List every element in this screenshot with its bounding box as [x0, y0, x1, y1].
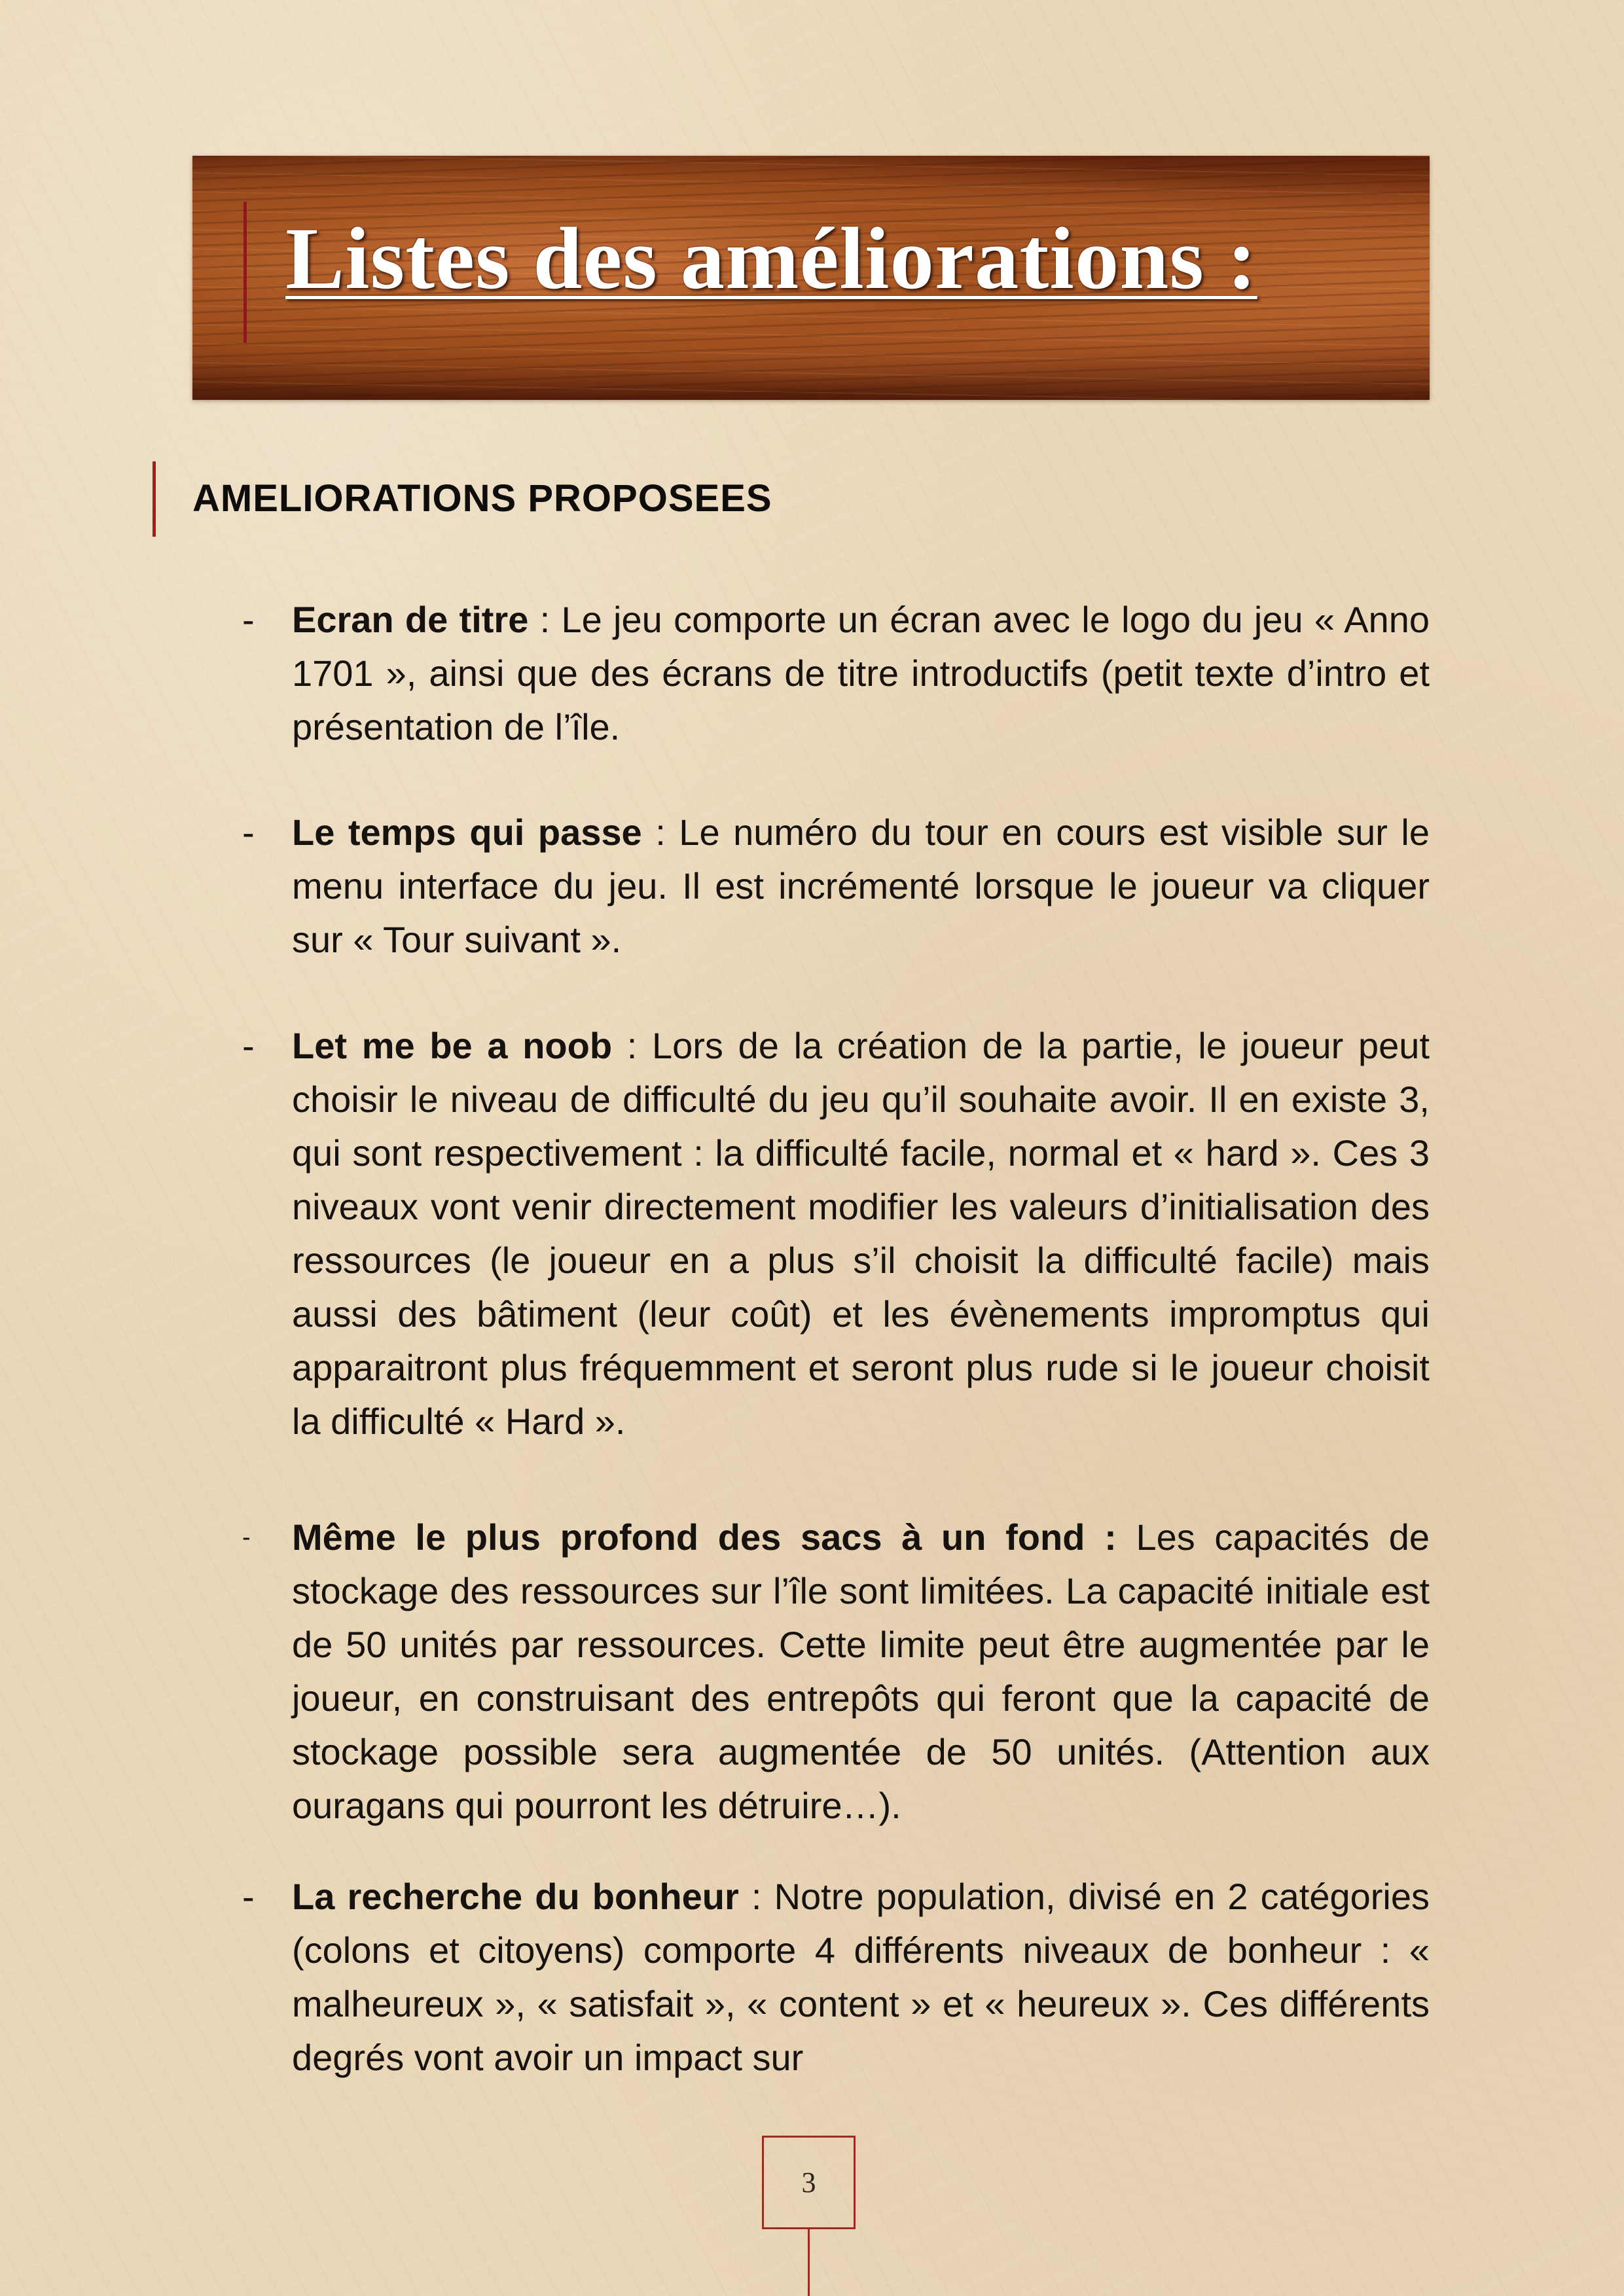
- list-item-term: Ecran de titre: [292, 599, 529, 640]
- page-number: 3: [801, 2166, 816, 2198]
- page-number-tail: [808, 2229, 810, 2296]
- list-item-bonheur: [242, 1870, 1430, 2085]
- list-item-ecran-de-titre: [242, 593, 1430, 754]
- title-banner: [192, 156, 1430, 400]
- list-dash: -: [242, 1025, 255, 1066]
- list-item-term: La recherche du bonheur: [292, 1876, 739, 1917]
- page-number-box: [762, 2136, 856, 2229]
- list-item-text: La recherche du bonheur : Notre population, divisé en 2 catégories (colons et citoyens) comporte 4 différents niveaux de bonheur : « malheureux », « satisfait », « content » et « heureux ». Ces différents degrés vont avoir un impact sur: [292, 1876, 1430, 2078]
- list-item-let-me-be-a-noob: [242, 1019, 1430, 1448]
- list-dash: -: [242, 1524, 251, 1551]
- list-item-text: Let me be a noob : Lors de la création de la partie, le joueur peut choisir le niveau de difficulté du jeu qu’il souhaite avoir. Il en existe 3, qui sont respectivement : la difficulté facile, normal et « hard ». Ces 3 niveaux vont venir directement modifier les valeurs d’initialisation des ressources (le joueur en a plus s’il choisit la difficulté facile) mais aussi des bâtiment (leur coût) et les évènements impromptus qui apparaitront plus fréquemment et seront plus rude si le joueur choisit la difficulté « Hard ».: [292, 1025, 1430, 1442]
- list-item-term: Let me be a noob: [292, 1025, 613, 1066]
- list-item-description: Notre population, divisé en 2 catégories (colons et citoyens) comporte 4 différents niveaux de bonheur : « malheureux », « satisfait », « content » et « heureux ». Ces différents degrés vont avoir un impact sur: [292, 1876, 1430, 2078]
- page-title: Listes des améliorations :: [285, 210, 1257, 308]
- list-item-text: [292, 1511, 1430, 1833]
- list-item-description: Les capacités de stockage des ressources sur l’île sont limitées. La capacité initiale est de 50 unités par ressources. Cette limite peut être augmentée par le joueur, en construisant des entrepôts qui feront que la capacité de stockage possible sera augmentée de 50 unités. (Attention aux ouragans qui pourront les détruire…).: [292, 1516, 1430, 1826]
- list-item-description: Le jeu comporte un écran avec le logo du jeu « Anno 1701 », ainsi que des écrans de titre introductifs (petit texte d’intro et présentation de l’île.: [292, 599, 1430, 747]
- list-dash: -: [242, 1876, 255, 1917]
- list-item-description: Le numéro du tour en cours est visible sur le menu interface du jeu. Il est incrémenté lorsque le joueur va cliquer sur « Tour suivant ».: [292, 812, 1430, 960]
- section-heading: AMELIORATIONS PROPOSEES: [192, 477, 772, 520]
- list-item-le-temps-qui-passe: [242, 806, 1430, 967]
- section-accent-bar: [153, 461, 156, 537]
- list-item-text: Le temps qui passe : Le numéro du tour en cours est visible sur le menu interface du jeu. Il est incrémenté lorsque le joueur va cliquer sur « Tour suivant ».: [292, 812, 1430, 960]
- banner-accent-bar: [244, 202, 247, 343]
- list-dash: -: [242, 599, 255, 640]
- list-item-term: Même le plus profond des sacs à un fond :: [292, 1516, 1117, 1558]
- list-item-text: Ecran de titre : Le jeu comporte un écran avec le logo du jeu « Anno 1701 », ainsi que des écrans de titre introductifs (petit texte d’intro et présentation de l’île.: [292, 599, 1430, 747]
- list-item-term: Le temps qui passe: [292, 812, 642, 853]
- list-dash: -: [242, 812, 255, 853]
- list-item-stockage: [242, 1511, 1430, 1833]
- list-item-description: Lors de la création de la partie, le joueur peut choisir le niveau de difficulté du jeu qu’il souhaite avoir. Il en existe 3, qui sont respectivement : la difficulté facile, normal et « hard ». Ces 3 niveaux vont venir directement modifier les valeurs d’initialisation des ressources (le joueur en a plus s’il choisit la difficulté facile) mais aussi des bâtiment (leur coût) et les évènements impromptus qui apparaitront plus fréquemment et seront plus rude si le joueur choisit la difficulté « Hard ».: [292, 1025, 1430, 1442]
